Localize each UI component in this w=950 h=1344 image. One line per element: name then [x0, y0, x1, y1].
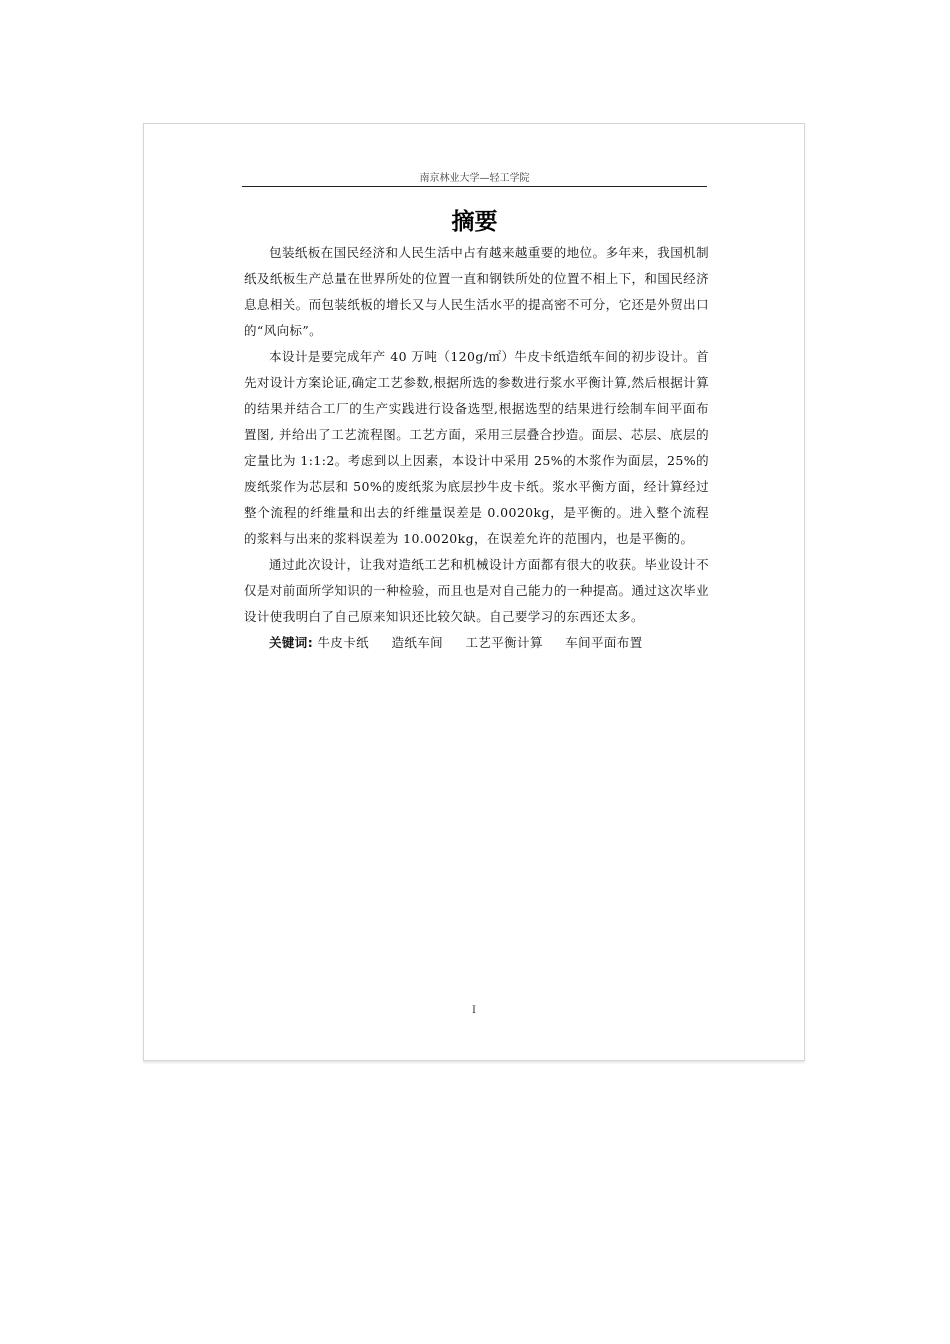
- keywords-line: [244, 630, 709, 656]
- document-page: [143, 123, 805, 1061]
- abstract-paragraph-3: 通过此次设计，让我对造纸工艺和机械设计方面都有很大的收获。毕业设计不仅是对前面所学知识的一种检验，而且也是对自己能力的一种提高。通过这次毕业设计使我明白了自己原来知识还比较欠缺。自己要学习的东西还太多。: [244, 557, 709, 624]
- abstract-paragraph-1: 包装纸板在国民经济和人民生活中占有越来越重要的地位。多年来，我国机制纸及纸板生产总量在世界所处的位置一直和钢铁所处的位置不相上下，和国民经济息息相关。而包装纸板的增长又与人民生活水平的提高密不可分，它还是外贸出口的“风向标”。: [244, 245, 709, 338]
- keywords-label: 关键词:: [269, 635, 314, 650]
- keyword-4: 车间平面布置: [565, 635, 643, 650]
- page-number: I: [472, 1005, 476, 1016]
- header-rule: [242, 186, 707, 187]
- keyword-1: 牛皮卡纸: [317, 635, 370, 650]
- abstract-paragraph-2: 本设计是要完成年产 40 万吨（120g/㎡）牛皮卡纸造纸车间的初步设计。首先对设计方案论证,确定工艺参数,根据所选的参数进行浆水平衡计算,然后根据计算的结果并结合工厂的生产实践进行设备选型,根据选型的结果进行绘制车间平面布置图, 并给出了工艺流程图。工艺方面，采用三层叠合抄造。面层、芯层、底层的定量比为 1:1:2。考虑到以上因素，本设计中采用 25%的木浆作为面层，25%的废纸浆作为芯层和 50%的废纸浆为底层抄牛皮卡纸。浆水平衡方面，经计算经过整个流程的纤维量和出去的纤维量误差是 0.0020kg，是平衡的。进入整个流程的浆料与出来的浆料误差为 10.0020kg，在误差允许的范围内，也是平衡的。: [244, 349, 709, 546]
- keyword-2: 造纸车间: [391, 635, 444, 650]
- running-header: 南京林业大学—轻工学院: [419, 173, 530, 184]
- page-title: 摘要: [451, 209, 498, 235]
- abstract-body: [244, 240, 709, 656]
- keyword-3: 工艺平衡计算: [465, 635, 543, 650]
